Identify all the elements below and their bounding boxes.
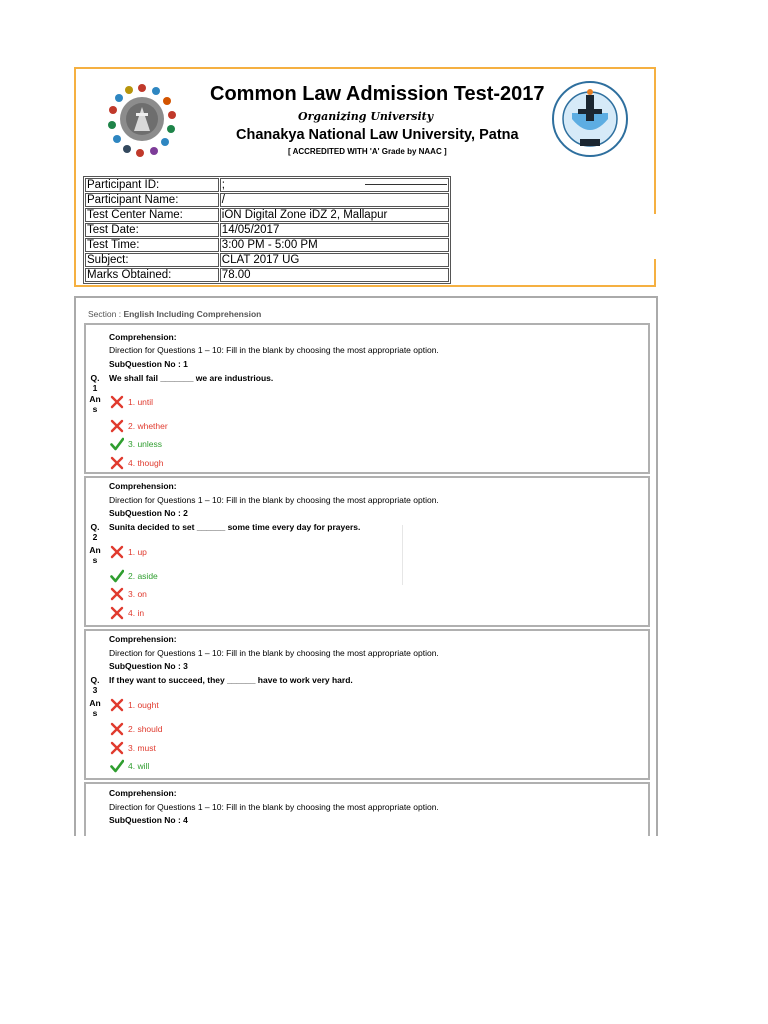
info-value: / (220, 193, 449, 207)
info-label: Subject: (85, 253, 219, 267)
option-text: 4. will (128, 761, 150, 771)
info-row (85, 193, 449, 207)
answer-label: An s (89, 394, 101, 414)
info-label: Marks Obtained: (85, 268, 219, 282)
subquestion-number: SubQuestion No : 4 (109, 815, 188, 825)
scorecard-header (74, 67, 656, 287)
direction-text: Direction for Questions 1 – 10: Fill in the blank by choosing the most appropriate option. (109, 802, 439, 812)
question-panel (84, 323, 650, 474)
question-text: Sunita decided to set ______ some time every day for prayers. (109, 522, 361, 532)
option-text: 2. should (128, 724, 163, 734)
question-text: We shall fail _______ we are industrious. (109, 373, 274, 383)
comprehension-label: Comprehension: (109, 332, 177, 342)
subquestion-number: SubQuestion No : 3 (109, 661, 188, 671)
cross-icon (110, 722, 124, 736)
question-panel (84, 629, 650, 780)
subquestion-number: SubQuestion No : 1 (109, 359, 188, 369)
info-row (85, 238, 449, 252)
cnlu-emblem-logo (550, 79, 630, 159)
cross-icon (110, 456, 124, 470)
comprehension-label: Comprehension: (109, 481, 177, 491)
info-value: 3:00 PM - 5:00 PM (220, 238, 449, 252)
option-text: 2. whether (128, 421, 168, 431)
check-icon (110, 437, 124, 451)
option-text: 1. up (128, 547, 147, 557)
info-label: Test Date: (85, 223, 219, 237)
info-value: ; (220, 178, 449, 192)
cross-icon (110, 587, 124, 601)
question-number: Q. 3 (90, 675, 100, 695)
info-row (85, 253, 449, 267)
info-label: Participant ID: (85, 178, 219, 192)
question-number: Q. 2 (90, 522, 100, 542)
comprehension-label: Comprehension: (109, 788, 177, 798)
option-text: 1. ought (128, 700, 159, 710)
question-text: If they want to succeed, they ______ have to work very hard. (109, 675, 353, 685)
option-text: 4. in (128, 608, 145, 618)
section-label: Section : English Including Comprehension (88, 309, 262, 319)
direction-text: Direction for Questions 1 – 10: Fill in the blank by choosing the most appropriate option. (109, 345, 439, 355)
check-icon (110, 759, 124, 773)
clat-consortium-logo (106, 79, 178, 159)
info-value: 78.00 (220, 268, 449, 282)
answer-label: An s (89, 545, 101, 565)
info-row (85, 208, 449, 222)
answer-label: An s (89, 698, 101, 718)
cross-icon (110, 545, 124, 559)
check-icon (110, 569, 124, 583)
section-container (74, 296, 658, 836)
option-text: 3. on (128, 589, 147, 599)
question-number: Q. 1 (90, 373, 100, 393)
option-text: 1. until (128, 397, 154, 407)
comprehension-label: Comprehension: (109, 634, 177, 644)
cross-icon (110, 606, 124, 620)
question-panel (84, 782, 650, 836)
university-name: Chanakya National Law University, Patna (236, 127, 519, 143)
cross-icon (110, 419, 124, 433)
info-value: 14/05/2017 (220, 223, 449, 237)
accreditation-note: [ ACCREDITED WITH 'A' Grade by NAAC ] (288, 147, 447, 156)
option-text: 3. must (128, 743, 156, 753)
option-text: 4. though (128, 458, 164, 468)
info-row (85, 268, 449, 282)
page-title: Common Law Admission Test-2017 (210, 83, 545, 105)
info-label: Test Time: (85, 238, 219, 252)
info-label: Participant Name: (85, 193, 219, 207)
cross-icon (110, 741, 124, 755)
info-row (85, 178, 449, 192)
direction-text: Direction for Questions 1 – 10: Fill in the blank by choosing the most appropriate option. (109, 648, 439, 658)
info-value: CLAT 2017 UG (220, 253, 449, 267)
organizing-label: Organizing University (298, 110, 434, 123)
participant-info-table (83, 176, 451, 284)
info-label: Test Center Name: (85, 208, 219, 222)
option-text: 3. unless (128, 439, 163, 449)
info-value: iON Digital Zone iDZ 2, Mallapur (220, 208, 449, 222)
info-row (85, 223, 449, 237)
option-text: 2. aside (128, 571, 158, 581)
direction-text: Direction for Questions 1 – 10: Fill in the blank by choosing the most appropriate option. (109, 495, 439, 505)
question-panel (84, 476, 650, 627)
cross-icon (110, 395, 124, 409)
subquestion-number: SubQuestion No : 2 (109, 508, 188, 518)
cross-icon (110, 698, 124, 712)
